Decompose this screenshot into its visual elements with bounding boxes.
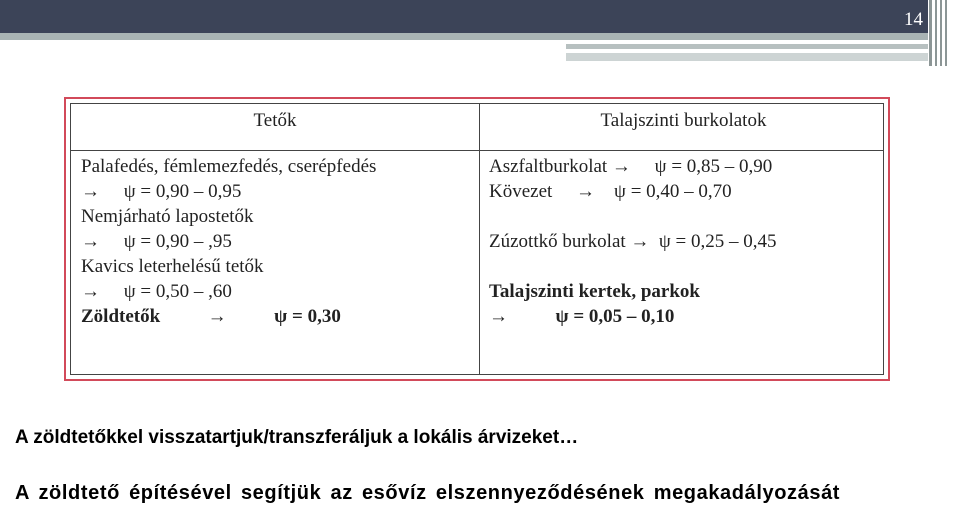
table-line: Palafedés, fémlemezfedés, cserépfedés <box>81 156 377 177</box>
table-line: → ψ = 0,05 – 0,10 <box>489 306 675 327</box>
table-line: → ψ = 0,90 – 0,95 <box>81 181 242 202</box>
header-ground-surfaces: Talajszinti burkolatok <box>600 110 767 131</box>
table-line: → ψ = 0,50 – ,60 <box>81 281 232 302</box>
left-cell <box>81 154 376 329</box>
decor-stripe <box>566 53 928 61</box>
runoff-coefficient-table <box>64 97 890 381</box>
right-cell <box>489 154 777 329</box>
caption-line-2: A zöldtető építésével segítjük az esővíz elszennyeződésének megakadályozását <box>15 482 841 504</box>
table-line <box>489 254 777 279</box>
page-number: 14 <box>904 9 923 30</box>
caption-line-1: A zöldtetőkkel visszatartjuk/transzferáljuk a lokális árvizeket… <box>15 427 579 448</box>
table-line: Kavics leterhelésű tetők <box>81 256 264 277</box>
title-bar <box>0 0 928 33</box>
column-divider <box>479 104 480 374</box>
decor-line <box>929 0 932 66</box>
table-line: Kövezet → ψ = 0,40 – 0,70 <box>489 181 732 202</box>
decor-line <box>940 0 942 66</box>
table-line: Zúzottkő burkolat → ψ = 0,25 – 0,45 <box>489 231 777 252</box>
table-line: Talajszinti kertek, parkok <box>489 281 700 302</box>
table-line: → ψ = 0,90 – ,95 <box>81 231 232 252</box>
decor-stripe <box>0 33 928 40</box>
table-body <box>70 103 884 375</box>
header-roofs: Tetők <box>253 110 297 131</box>
table-line: Zöldtetők → ψ = 0,30 <box>81 306 341 327</box>
decor-line <box>945 0 947 66</box>
table-line: Aszfaltburkolat → ψ = 0,85 – 0,90 <box>489 156 773 177</box>
header-divider <box>71 150 883 151</box>
table-line: Nemjárható lapostetők <box>81 206 254 227</box>
decor-line <box>935 0 937 66</box>
table-line <box>489 204 777 229</box>
decor-stripe <box>566 44 928 49</box>
